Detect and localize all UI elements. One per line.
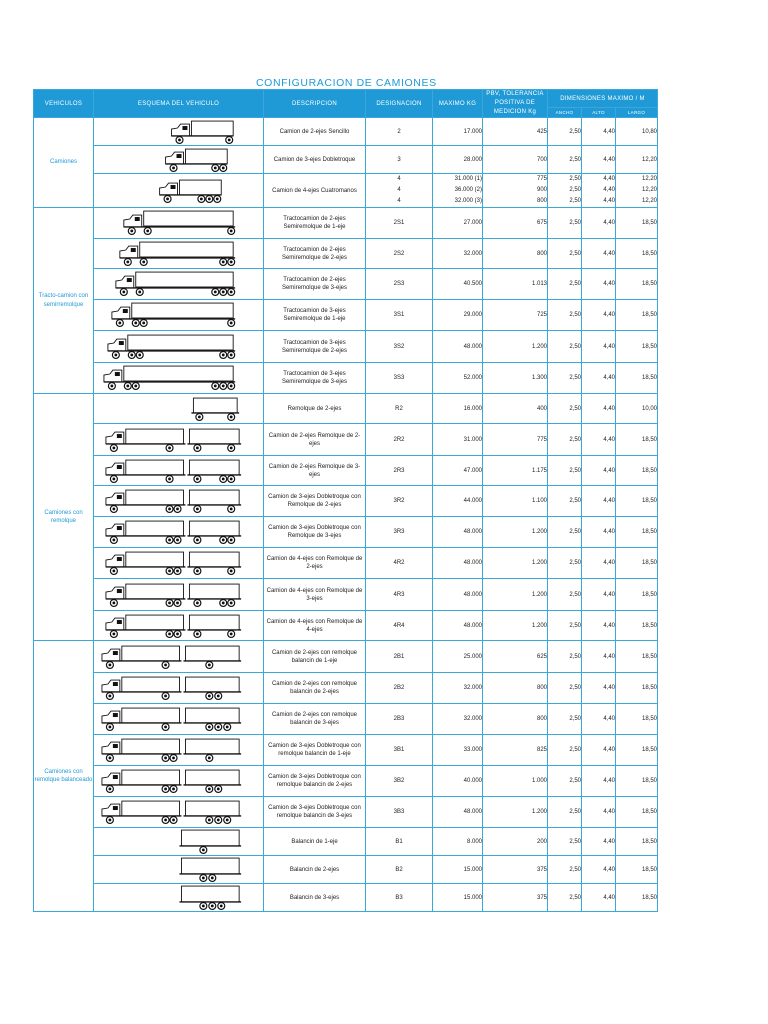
height-cell: 4,40 <box>582 704 616 735</box>
max-weight-cell: 32.000 <box>433 673 483 704</box>
width-cell-line: 2,50 <box>569 176 581 182</box>
tolerance-cell-line: 800 <box>536 198 547 204</box>
designation-cell: 2S3 <box>366 269 433 300</box>
width-cell: 2,50 <box>548 424 582 456</box>
tolerance-cell: 1.200 <box>483 548 548 579</box>
description-cell: Camion de 3-ejes Dobletroque <box>264 146 366 174</box>
table-row <box>34 766 658 797</box>
tolerance-cell: 800 <box>483 673 548 704</box>
length-cell: 18,50 <box>616 424 658 456</box>
width-cell: 2,50 <box>548 269 582 300</box>
length-cell: 18,50 <box>616 673 658 704</box>
description-cell: Camion de 3-ejes Dobletroque con remolque balancin de 2-ejes <box>264 766 366 797</box>
truck-diagram-icon <box>94 644 263 670</box>
height-cell: 4,40 <box>582 641 616 673</box>
description-cell: Camion de 2-ejes con remolque balancin de 3-ejes <box>264 704 366 735</box>
height-cell: 4,40 <box>582 548 616 579</box>
header-alto: ALTO <box>582 108 616 118</box>
length-cell: 18,50 <box>616 766 658 797</box>
width-cell: 2,50 <box>548 394 582 424</box>
description-cell: Remolque de 2-ejes <box>264 394 366 424</box>
designation-cell: 4R3 <box>366 579 433 611</box>
tolerance-cell-line: 775 <box>536 176 547 182</box>
tolerance-cell <box>483 174 548 208</box>
table-row <box>34 208 658 239</box>
max-weight-cell: 48.000 <box>433 548 483 579</box>
table-row <box>34 641 658 673</box>
truck-diagram-icon <box>94 737 263 763</box>
description-cell: Camion de 3-ejes Dobletroque con Remolque de 2-ejes <box>264 486 366 517</box>
designation-cell: 2 <box>366 118 433 146</box>
length-cell: 18,50 <box>616 579 658 611</box>
designation-cell-line: 4 <box>397 176 401 182</box>
length-cell: 12,20 <box>616 146 658 174</box>
designation-cell: B3 <box>366 884 433 912</box>
width-cell: 2,50 <box>548 579 582 611</box>
tolerance-cell: 1.200 <box>483 797 548 828</box>
truck-diagram <box>94 673 264 704</box>
height-cell-line: 4,40 <box>603 187 615 193</box>
max-weight-cell: 8.000 <box>433 828 483 856</box>
height-cell: 4,40 <box>582 331 616 363</box>
group-label: Camiones <box>34 118 94 208</box>
description-cell: Camion de 4-ejes con Remolque de 3-ejes <box>264 579 366 611</box>
tolerance-cell: 1.200 <box>483 331 548 363</box>
designation-cell: 3S1 <box>366 300 433 331</box>
description-cell: Balancin de 2-ejes <box>264 856 366 884</box>
header-esquema: ESQUEMA DEL VEHICULO <box>94 90 264 118</box>
description-cell: Tractocamion de 2-ejes Semiremolque de 1-eje <box>264 208 366 239</box>
description-cell: Camion de 2-ejes con remolque balancin de 1-eje <box>264 641 366 673</box>
height-cell-line: 4,40 <box>603 176 615 182</box>
tolerance-cell: 375 <box>483 884 548 912</box>
designation-cell: 2B1 <box>366 641 433 673</box>
table-row <box>34 456 658 486</box>
truck-diagram <box>94 331 264 363</box>
width-cell: 2,50 <box>548 856 582 884</box>
description-cell: Camion de 2-ejes Remolque de 3-ejes <box>264 456 366 486</box>
length-cell: 18,50 <box>616 300 658 331</box>
tolerance-cell: 1.100 <box>483 486 548 517</box>
truck-diagram-icon <box>94 302 263 328</box>
table-row <box>34 394 658 424</box>
table-row <box>34 579 658 611</box>
width-cell: 2,50 <box>548 208 582 239</box>
max-weight-cell: 40.500 <box>433 269 483 300</box>
header-maximo: MAXIMO KG <box>433 90 483 118</box>
tolerance-cell: 1.200 <box>483 611 548 641</box>
truck-diagram <box>94 239 264 269</box>
table-row <box>34 735 658 766</box>
truck-diagram-icon <box>94 488 263 514</box>
truck-diagram-icon <box>94 857 263 883</box>
max-weight-cell: 32.000 <box>433 239 483 269</box>
length-cell: 18,50 <box>616 856 658 884</box>
tolerance-cell: 675 <box>483 208 548 239</box>
height-cell: 4,40 <box>582 579 616 611</box>
table-body <box>34 118 658 912</box>
header-pbv: PBV, TOLERANCIA POSITIVA DE MEDICION Kg <box>483 90 548 118</box>
tolerance-cell: 1.013 <box>483 269 548 300</box>
table-row <box>34 331 658 363</box>
tolerance-cell: 1.300 <box>483 363 548 394</box>
max-weight-cell: 48.000 <box>433 517 483 548</box>
truck-diagram-icon <box>94 427 263 453</box>
description-cell: Camion de 2-ejes Sencillo <box>264 118 366 146</box>
tolerance-cell: 1.200 <box>483 579 548 611</box>
width-cell: 2,50 <box>548 118 582 146</box>
truck-diagram <box>94 456 264 486</box>
max-weight-cell: 40.000 <box>433 766 483 797</box>
description-cell: Camion de 3-ejes Dobletroque con remolque balancin de 3-ejes <box>264 797 366 828</box>
designation-cell-line: 4 <box>397 198 401 204</box>
width-cell: 2,50 <box>548 239 582 269</box>
table-row <box>34 239 658 269</box>
description-cell: Camion de 3-ejes Dobletroque con remolque balancin de 1-eje <box>264 735 366 766</box>
height-cell: 4,40 <box>582 517 616 548</box>
tolerance-cell: 375 <box>483 856 548 884</box>
truck-diagram-icon <box>94 396 263 422</box>
height-cell: 4,40 <box>582 424 616 456</box>
table-row <box>34 611 658 641</box>
truck-diagram <box>94 300 264 331</box>
width-cell: 2,50 <box>548 300 582 331</box>
truck-diagram <box>94 828 264 856</box>
length-cell: 18,50 <box>616 208 658 239</box>
max-weight-cell: 48.000 <box>433 331 483 363</box>
height-cell: 4,40 <box>582 856 616 884</box>
description-cell: Camion de 4-ejes Cuatromanos <box>264 174 366 208</box>
tolerance-cell: 725 <box>483 300 548 331</box>
table-row <box>34 424 658 456</box>
tolerance-cell: 800 <box>483 239 548 269</box>
designation-cell: 3B1 <box>366 735 433 766</box>
height-cell: 4,40 <box>582 363 616 394</box>
table-row <box>34 704 658 735</box>
length-cell <box>616 174 658 208</box>
truck-diagram-icon <box>94 210 263 236</box>
truck-diagram-icon <box>94 799 263 825</box>
tolerance-cell: 1.200 <box>483 517 548 548</box>
header-vehiculos: VEHICULOS <box>34 90 94 118</box>
tolerance-cell: 825 <box>483 735 548 766</box>
header-dimensiones: DIMENSIONES MAXIMO / M <box>548 90 658 108</box>
truck-diagram <box>94 517 264 548</box>
length-cell: 10,80 <box>616 118 658 146</box>
width-cell: 2,50 <box>548 456 582 486</box>
description-cell: Camion de 2-ejes Remolque de 2-ejes <box>264 424 366 456</box>
truck-diagram <box>94 884 264 912</box>
description-cell: Tractocamion de 2-ejes Semiremolque de 2-ejes <box>264 239 366 269</box>
truck-diagram <box>94 424 264 456</box>
tolerance-cell: 700 <box>483 146 548 174</box>
length-cell-line: 12,20 <box>642 187 658 193</box>
truck-diagram <box>94 797 264 828</box>
designation-cell: 2S2 <box>366 239 433 269</box>
designation-cell <box>366 174 433 208</box>
designation-cell: 3S3 <box>366 363 433 394</box>
designation-cell: 4R4 <box>366 611 433 641</box>
length-cell: 18,50 <box>616 641 658 673</box>
width-cell: 2,50 <box>548 735 582 766</box>
header-largo: LARGO <box>616 108 658 118</box>
table-row <box>34 828 658 856</box>
truck-diagram <box>94 735 264 766</box>
height-cell: 4,40 <box>582 456 616 486</box>
description-cell: Balancin de 3-ejes <box>264 884 366 912</box>
designation-cell: B1 <box>366 828 433 856</box>
max-weight-cell: 25.000 <box>433 641 483 673</box>
tolerance-cell: 1.000 <box>483 766 548 797</box>
height-cell: 4,40 <box>582 146 616 174</box>
truck-diagram <box>94 766 264 797</box>
header-designacion: DESIGNACION <box>366 90 433 118</box>
description-cell: Camion de 3-ejes Dobletroque con Remolque de 3-ejes <box>264 517 366 548</box>
width-cell: 2,50 <box>548 673 582 704</box>
length-cell: 18,50 <box>616 517 658 548</box>
truck-diagram <box>94 579 264 611</box>
truck-diagram-icon <box>94 458 263 484</box>
tolerance-cell-line: 900 <box>536 187 547 193</box>
tolerance-cell: 400 <box>483 394 548 424</box>
max-weight-cell-line: 32.000 (3) <box>454 198 482 204</box>
width-cell: 2,50 <box>548 704 582 735</box>
truck-diagram <box>94 704 264 735</box>
max-weight-cell: 15.000 <box>433 856 483 884</box>
table-row <box>34 797 658 828</box>
truck-diagram-icon <box>94 582 263 608</box>
height-cell: 4,40 <box>582 828 616 856</box>
header-descripcion: DESCRIPCION <box>264 90 366 118</box>
max-weight-cell: 44.000 <box>433 486 483 517</box>
designation-cell: 2R3 <box>366 456 433 486</box>
designation-cell-line: 4 <box>397 187 401 193</box>
designation-cell: 3S2 <box>366 331 433 363</box>
length-cell: 10,00 <box>616 394 658 424</box>
truck-diagram <box>94 611 264 641</box>
length-cell: 18,50 <box>616 884 658 912</box>
max-weight-cell <box>433 174 483 208</box>
tolerance-cell: 775 <box>483 424 548 456</box>
height-cell: 4,40 <box>582 300 616 331</box>
height-cell: 4,40 <box>582 735 616 766</box>
description-cell: Camion de 2-ejes con remolque balancin de 2-ejes <box>264 673 366 704</box>
max-weight-cell: 48.000 <box>433 579 483 611</box>
height-cell: 4,40 <box>582 208 616 239</box>
truck-diagram-icon <box>94 519 263 545</box>
max-weight-cell: 52.000 <box>433 363 483 394</box>
truck-diagram <box>94 208 264 239</box>
truck-diagram-icon <box>94 271 263 297</box>
designation-cell: 2R2 <box>366 424 433 456</box>
group-label: Tracto-camion con semirremolque <box>34 208 94 394</box>
height-cell: 4,40 <box>582 118 616 146</box>
length-cell: 18,50 <box>616 363 658 394</box>
length-cell: 18,50 <box>616 611 658 641</box>
length-cell: 18,50 <box>616 486 658 517</box>
height-cell-line: 4,40 <box>603 198 615 204</box>
truck-diagram <box>94 146 264 174</box>
truck-diagram-icon <box>94 768 263 794</box>
height-cell: 4,40 <box>582 394 616 424</box>
width-cell: 2,50 <box>548 331 582 363</box>
width-cell: 2,50 <box>548 641 582 673</box>
page-title: CONFIGURACION DE CAMIONES <box>256 77 437 89</box>
length-cell: 18,50 <box>616 797 658 828</box>
designation-cell: 2S1 <box>366 208 433 239</box>
truck-diagram <box>94 118 264 146</box>
truck-diagram-icon <box>94 119 263 145</box>
description-cell: Camion de 4-ejes con Remolque de 4-ejes <box>264 611 366 641</box>
tolerance-cell: 800 <box>483 704 548 735</box>
max-weight-cell: 17.000 <box>433 118 483 146</box>
width-cell: 2,50 <box>548 146 582 174</box>
width-cell: 2,50 <box>548 828 582 856</box>
length-cell: 18,50 <box>616 704 658 735</box>
max-weight-cell: 27.000 <box>433 208 483 239</box>
width-cell: 2,50 <box>548 611 582 641</box>
table-row <box>34 118 658 146</box>
max-weight-cell: 33.000 <box>433 735 483 766</box>
truck-diagram-icon <box>94 885 263 911</box>
table-row <box>34 548 658 579</box>
designation-cell: 3R3 <box>366 517 433 548</box>
description-cell: Balancin de 1-eje <box>264 828 366 856</box>
height-cell: 4,40 <box>582 239 616 269</box>
width-cell: 2,50 <box>548 517 582 548</box>
truck-diagram-icon <box>94 365 263 391</box>
length-cell: 18,50 <box>616 548 658 579</box>
truck-diagram-icon <box>94 334 263 360</box>
description-cell: Tractocamion de 2-ejes Semiremolque de 3-ejes <box>264 269 366 300</box>
truck-diagram <box>94 394 264 424</box>
length-cell: 18,50 <box>616 331 658 363</box>
truck-diagram <box>94 174 264 208</box>
designation-cell: 3R2 <box>366 486 433 517</box>
length-cell: 18,50 <box>616 269 658 300</box>
width-cell: 2,50 <box>548 486 582 517</box>
max-weight-cell: 31.000 <box>433 424 483 456</box>
max-weight-cell: 47.000 <box>433 456 483 486</box>
group-label: Camiones con remolque <box>34 394 94 641</box>
max-weight-cell: 32.000 <box>433 704 483 735</box>
tolerance-cell: 625 <box>483 641 548 673</box>
description-cell: Tractocamion de 3-ejes Semiremolque de 1-eje <box>264 300 366 331</box>
designation-cell: 3B2 <box>366 766 433 797</box>
width-cell-line: 2,50 <box>569 187 581 193</box>
length-cell: 18,50 <box>616 456 658 486</box>
description-cell: Tractocamion de 3-ejes Semiremolque de 2-ejes <box>264 331 366 363</box>
max-weight-cell: 16.000 <box>433 394 483 424</box>
width-cell: 2,50 <box>548 363 582 394</box>
table-row <box>34 517 658 548</box>
max-weight-cell-line: 36.000 (2) <box>454 187 482 193</box>
truck-diagram-icon <box>94 706 263 732</box>
width-cell <box>548 174 582 208</box>
length-cell-line: 12,20 <box>642 198 658 204</box>
designation-cell: 3B3 <box>366 797 433 828</box>
width-cell: 2,50 <box>548 797 582 828</box>
height-cell: 4,40 <box>582 486 616 517</box>
length-cell: 18,50 <box>616 828 658 856</box>
max-weight-cell: 48.000 <box>433 611 483 641</box>
truck-diagram-icon <box>94 675 263 701</box>
table-row <box>34 269 658 300</box>
truck-diagram-icon <box>94 241 263 267</box>
height-cell: 4,40 <box>582 766 616 797</box>
max-weight-cell: 29.000 <box>433 300 483 331</box>
length-cell: 18,50 <box>616 735 658 766</box>
max-weight-cell: 48.000 <box>433 797 483 828</box>
designation-cell: 3 <box>366 146 433 174</box>
table-row <box>34 884 658 912</box>
height-cell: 4,40 <box>582 797 616 828</box>
table-row <box>34 486 658 517</box>
max-weight-cell: 28.000 <box>433 146 483 174</box>
table-row <box>34 363 658 394</box>
truck-diagram-icon <box>94 178 263 204</box>
tolerance-cell: 1.175 <box>483 456 548 486</box>
truck-diagram <box>94 856 264 884</box>
description-cell: Tractocamion de 3-ejes Semiremolque de 3-ejes <box>264 363 366 394</box>
table-row <box>34 856 658 884</box>
height-cell: 4,40 <box>582 884 616 912</box>
width-cell: 2,50 <box>548 548 582 579</box>
truck-configuration-table <box>33 89 658 912</box>
length-cell: 18,50 <box>616 239 658 269</box>
truck-diagram <box>94 363 264 394</box>
table-row <box>34 174 658 208</box>
width-cell: 2,50 <box>548 766 582 797</box>
designation-cell: 4R2 <box>366 548 433 579</box>
tolerance-cell: 200 <box>483 828 548 856</box>
truck-diagram-icon <box>94 613 263 639</box>
height-cell: 4,40 <box>582 269 616 300</box>
truck-diagram <box>94 486 264 517</box>
table-row <box>34 146 658 174</box>
width-cell: 2,50 <box>548 884 582 912</box>
designation-cell: B2 <box>366 856 433 884</box>
height-cell <box>582 174 616 208</box>
table-row <box>34 300 658 331</box>
truck-diagram <box>94 269 264 300</box>
designation-cell: R2 <box>366 394 433 424</box>
truck-diagram-icon <box>94 147 263 173</box>
table-row <box>34 673 658 704</box>
designation-cell: 2B2 <box>366 673 433 704</box>
truck-diagram-icon <box>94 829 263 855</box>
designation-cell: 2B3 <box>366 704 433 735</box>
header-ancho: ANCHO <box>548 108 582 118</box>
truck-diagram-icon <box>94 550 263 576</box>
max-weight-cell: 15.000 <box>433 884 483 912</box>
truck-diagram <box>94 548 264 579</box>
group-label: Camiones con remolque balanceado <box>34 641 94 912</box>
truck-diagram <box>94 641 264 673</box>
max-weight-cell-line: 31.000 (1) <box>454 176 482 182</box>
height-cell: 4,40 <box>582 611 616 641</box>
length-cell-line: 12,20 <box>642 176 658 182</box>
height-cell: 4,40 <box>582 673 616 704</box>
description-cell: Camion de 4-ejes con Remolque de 2-ejes <box>264 548 366 579</box>
tolerance-cell: 425 <box>483 118 548 146</box>
width-cell-line: 2,50 <box>569 198 581 204</box>
